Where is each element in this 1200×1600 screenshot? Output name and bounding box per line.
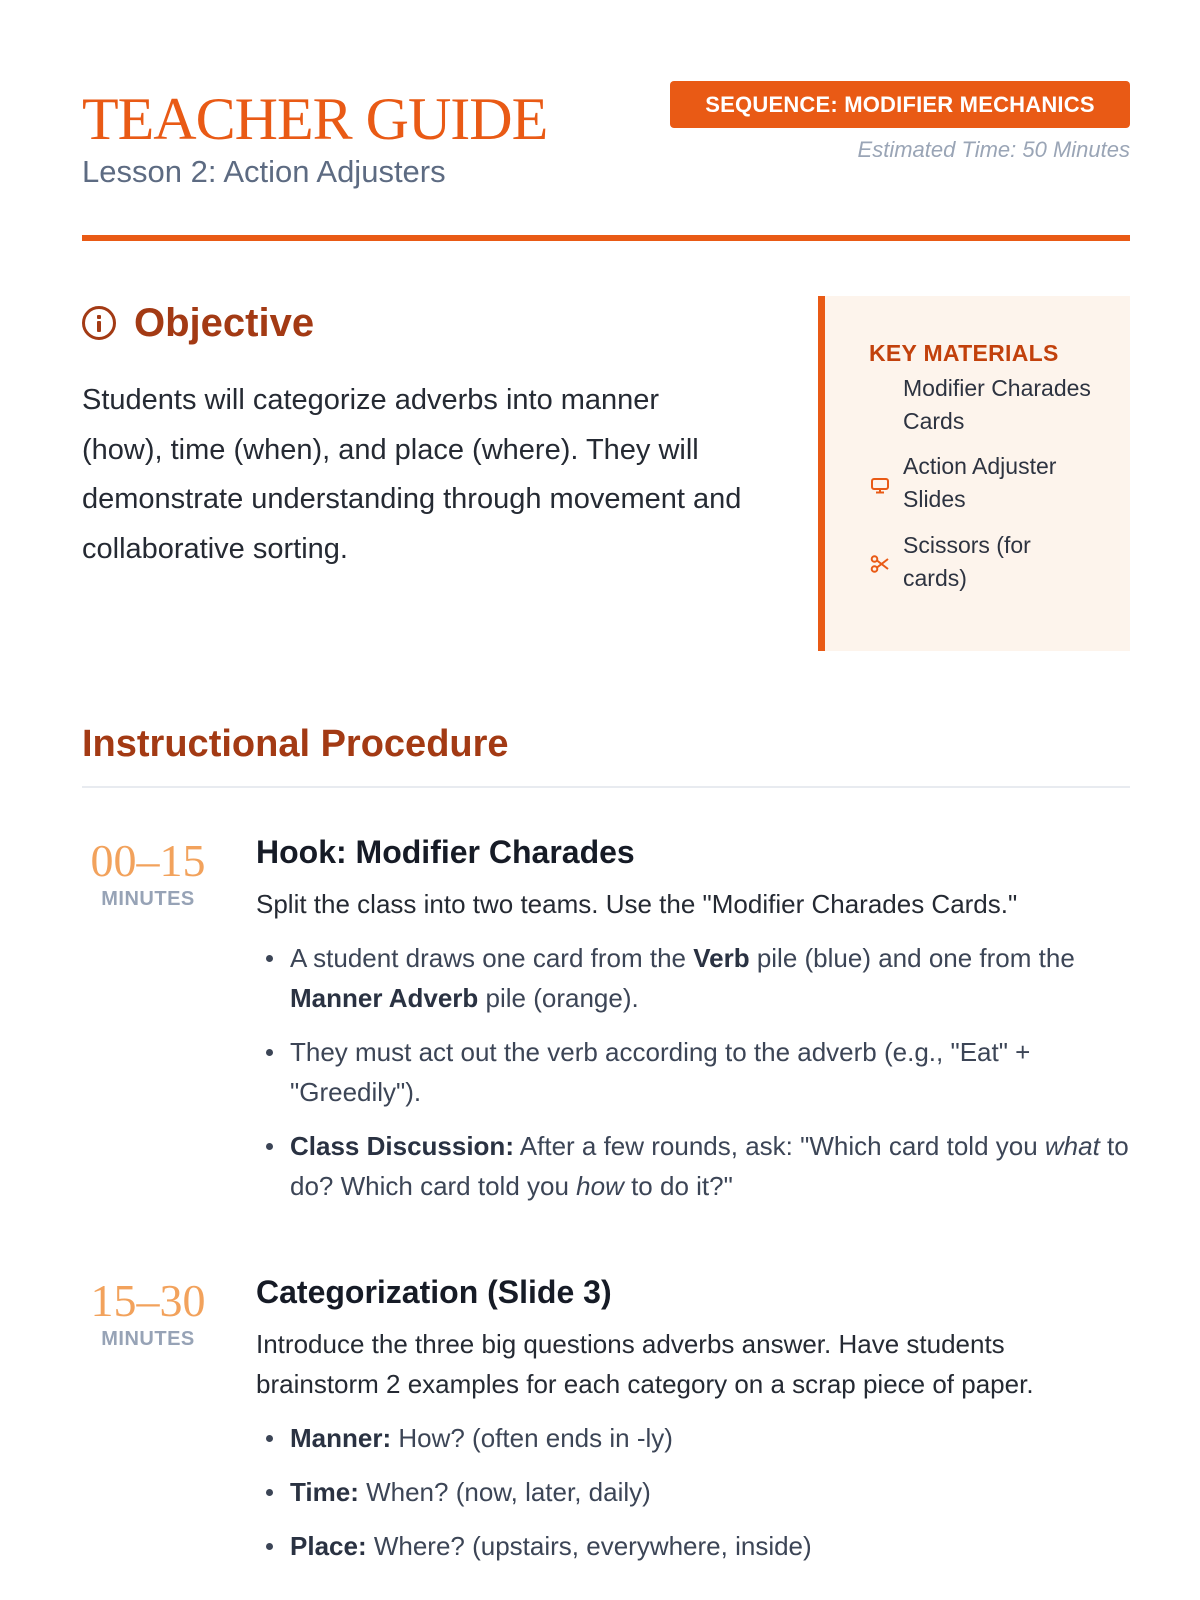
step-intro: Split the class into two teams. Use the "Modifier Charades Cards." — [256, 889, 1018, 919]
procedure-step — [256, 1272, 1130, 1580]
procedure-title: Instructional Procedure — [82, 723, 509, 765]
list-item: Place: Where? (upstairs, everywhere, inside) — [256, 1526, 1130, 1566]
page-title: TEACHER GUIDE — [82, 86, 548, 152]
info-icon — [82, 306, 116, 340]
procedure-step — [256, 832, 1130, 1220]
step-time-block — [82, 836, 214, 911]
step-time-unit: MINUTES — [101, 1328, 195, 1350]
step-time-range: 15–30 — [90, 1275, 206, 1326]
material-label: Scissors (for cards) — [903, 532, 1031, 591]
material-label: Action Adjuster Slides — [903, 453, 1057, 512]
material-item — [869, 372, 1093, 438]
objective-heading — [82, 300, 314, 346]
scissors-icon — [869, 551, 891, 573]
lesson-subtitle: Lesson 2: Action Adjusters — [82, 154, 446, 189]
material-label: Modifier Charades Cards — [903, 375, 1091, 434]
teacher-guide-page — [82, 0, 1130, 1600]
step-bullet-list — [256, 1418, 1130, 1566]
sequence-badge: SEQUENCE: MODIFIER MECHANICS — [670, 81, 1130, 128]
step-title: Hook: Modifier Charades — [256, 834, 635, 870]
cards-icon — [869, 394, 891, 416]
procedure-divider — [82, 786, 1130, 788]
step-title: Categorization (Slide 3) — [256, 1274, 612, 1310]
step-intro: Introduce the three big questions adverbs answer. Have students brainstorm 2 examples for each category on a scrap piece of paper. — [256, 1329, 1034, 1399]
objective-title: Objective — [134, 301, 315, 345]
step-time-block — [82, 1276, 214, 1351]
list-item: Time: When? (now, later, daily) — [256, 1472, 1130, 1512]
list-item: Manner: How? (often ends in -ly) — [256, 1418, 1130, 1458]
list-item: Class Discussion: After a few rounds, ask: "Which card told you what to do? Which card told you how to do it?" — [256, 1126, 1130, 1206]
header-divider — [82, 235, 1130, 241]
materials-title: KEY MATERIALS — [869, 340, 1059, 366]
list-item: A student draws one card from the Verb pile (blue) and one from the Manner Adverb pile (orange). — [256, 938, 1130, 1018]
objective-text: Students will categorize adverbs into manner (how), time (when), and place (where). They will demonstrate understanding through movement and collaborative sorting. — [82, 384, 742, 565]
step-time-range: 00–15 — [90, 835, 206, 886]
step-time-unit: MINUTES — [101, 888, 195, 910]
list-item: They must act out the verb according to the adverb (e.g., "Eat" + "Greedily"). — [256, 1032, 1130, 1112]
key-materials-panel — [818, 296, 1130, 651]
material-item — [869, 450, 1093, 516]
monitor-icon — [869, 472, 891, 494]
estimated-time: Estimated Time: 50 Minutes — [857, 137, 1130, 162]
step-bullet-list — [256, 938, 1130, 1206]
material-item — [869, 529, 1093, 595]
